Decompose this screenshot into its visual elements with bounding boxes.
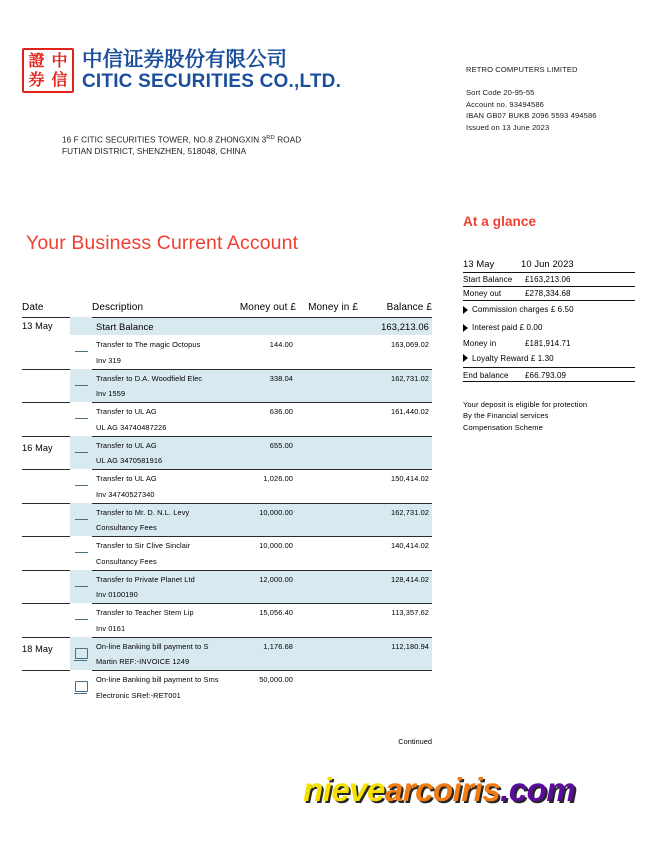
row-description <box>92 469 224 503</box>
row-description <box>92 637 224 671</box>
company-letterhead <box>22 47 342 93</box>
glance-money-in-value: £181,914.71 <box>525 338 571 348</box>
row-description-line-2: UL AG 3470581916 <box>96 456 163 465</box>
row-date: 13 May <box>22 317 70 335</box>
row-date <box>22 536 70 570</box>
iban: IBAN GB07 BUKB 2096 5593 494586 <box>466 111 597 121</box>
transfer-dash-icon <box>75 485 88 486</box>
table-row[interactable] <box>22 603 432 637</box>
row-money-in <box>296 503 358 537</box>
table-row[interactable] <box>22 469 432 503</box>
row-description-line-1: Transfer to UL AG <box>96 474 157 483</box>
glance-money-out-value: £278,334.68 <box>525 288 571 298</box>
glance-date-range <box>463 258 635 273</box>
row-description-line-1: Start Balance <box>96 321 154 332</box>
watermark-part-2: arcoiris <box>384 771 501 808</box>
transfer-dash-icon <box>75 452 88 453</box>
table-row[interactable] <box>22 570 432 604</box>
glance-end-balance-label: End balance <box>463 370 509 380</box>
row-balance: 162,731.02 <box>358 369 432 403</box>
row-description-line-2: UL AG 34740487226 <box>96 422 167 432</box>
row-money-in <box>296 335 358 369</box>
address-line-2: FUTIAN DISTRICT, SHENZHEN, 518048, CHINA <box>62 147 247 157</box>
table-header-row <box>22 302 432 317</box>
row-description <box>92 570 224 604</box>
company-name-english: CITIC SECURITIES CO.,LTD. <box>82 70 342 92</box>
glance-date-from: 13 May <box>463 258 495 269</box>
row-description-line-1: Transfer to Mr. D. N.L. Levy <box>96 507 190 517</box>
triangle-bullet-icon <box>463 324 468 332</box>
row-description-line-2: Consultancy Fees <box>96 556 157 566</box>
column-header-description: Description <box>92 302 144 313</box>
transfer-dash-icon <box>75 586 88 587</box>
table-row[interactable] <box>22 503 432 537</box>
row-description-line-2: Inv 34740527340 <box>96 489 155 499</box>
online-banking-computer-icon <box>75 681 88 692</box>
brand-row <box>22 47 342 93</box>
company-name-chinese: 中信证券股份有限公司 <box>82 47 287 72</box>
row-balance: 162,731.02 <box>358 503 432 537</box>
row-date <box>22 570 70 604</box>
row-description-line-2: Inv 319 <box>96 355 121 365</box>
row-icon-cell <box>70 503 92 537</box>
row-balance: 150,414.02 <box>358 469 432 503</box>
glance-loyalty-reward <box>463 349 635 367</box>
citic-seal-icon <box>22 48 74 93</box>
row-description-line-2: Electronic SRef:-RET001 <box>96 690 181 700</box>
table-row[interactable] <box>22 335 432 369</box>
online-banking-computer-icon <box>75 648 88 659</box>
row-balance: 163,069.02 <box>391 340 429 349</box>
row-description-line-1: Transfer to Teacher Stem Lip <box>96 608 194 617</box>
transfer-dash-icon <box>75 552 88 553</box>
row-money-out: 144.00 <box>269 340 293 349</box>
row-money-out: 1,176.68 <box>224 637 296 671</box>
transfer-dash-icon <box>75 619 88 620</box>
at-a-glance-panel <box>463 214 635 433</box>
row-date <box>22 469 70 503</box>
row-icon-cell <box>70 670 92 704</box>
row-money-in <box>296 603 358 637</box>
glance-end-balance-row <box>463 367 635 382</box>
watermark-part-3: .com <box>500 771 576 808</box>
row-money-out: 10,000.00 <box>224 536 296 570</box>
row-money-out: 636.00 <box>224 402 296 436</box>
continued-footer <box>22 734 432 746</box>
seal-char-4: 信 <box>51 70 68 90</box>
account-details-block <box>466 64 597 133</box>
row-description-line-1: On-line Banking bill payment to Sms <box>96 675 219 684</box>
row-balance <box>358 670 432 704</box>
row-description <box>92 670 224 704</box>
site-watermark <box>303 771 575 809</box>
row-icon-cell <box>70 436 92 470</box>
row-money-out: 10,000.00 <box>224 503 296 537</box>
row-balance: 113,357.62 <box>358 603 432 637</box>
row-icon-cell <box>70 469 92 503</box>
continued-label: Continued <box>398 737 432 746</box>
row-money-out: 655.00 <box>224 436 296 470</box>
row-icon-cell <box>70 317 92 335</box>
row-description <box>92 335 224 369</box>
row-balance <box>358 436 432 470</box>
row-money-in <box>296 469 358 503</box>
seal-char-1: 證 <box>28 50 45 70</box>
row-description-line-1: Transfer to UL AG <box>96 440 157 450</box>
account-number: Account no. 93494586 <box>466 99 545 109</box>
row-icon-cell <box>70 335 92 369</box>
row-description <box>92 402 224 436</box>
row-money-out: 15,056.40 <box>224 603 296 637</box>
column-header-balance: Balance £ <box>386 302 432 313</box>
row-money-out: 338.04 <box>224 369 296 403</box>
watermark-part-1: nieve <box>303 771 385 808</box>
row-description-line-1: On-line Banking bill payment to S <box>96 641 209 651</box>
row-money-in <box>296 402 358 436</box>
row-date <box>22 503 70 537</box>
table-row[interactable] <box>22 436 432 470</box>
glance-start-balance-value: £163,213.06 <box>525 275 571 285</box>
glance-end-balance-value: £66.793.09 <box>525 370 567 380</box>
issue-date: Issued on 13 June 2023 <box>466 122 550 132</box>
table-row[interactable] <box>22 637 432 671</box>
row-date <box>22 670 70 704</box>
glance-interest-text: Interest paid £ 0.00 <box>472 323 543 333</box>
row-icon-cell <box>70 536 92 570</box>
row-money-in <box>296 637 358 671</box>
deposit-protection-note <box>463 399 635 433</box>
row-date: 16 May <box>22 436 70 470</box>
glance-money-out-row <box>463 286 635 301</box>
sort-code: Sort Code 20-95-55 <box>466 88 535 98</box>
row-icon-cell <box>70 369 92 403</box>
transfer-dash-icon <box>75 385 88 386</box>
address-line-1-a: 16 F CITIC SECURITIES TOWER, NO.8 ZHONGXIN 3 <box>62 135 267 145</box>
brand-names <box>82 48 341 92</box>
row-money-in <box>296 436 358 470</box>
column-header-money-in: Money in £ <box>308 302 358 313</box>
triangle-bullet-icon <box>463 306 468 314</box>
row-description <box>92 369 224 403</box>
at-a-glance-title: At a glance <box>463 214 537 229</box>
note-line-3: Compensation Scheme <box>463 422 543 432</box>
row-description-line-2: Inv 1559 <box>96 389 126 398</box>
row-icon-cell <box>70 637 92 671</box>
row-description-line-1: Transfer to D.A. Woodfield Elec <box>96 373 203 383</box>
row-date <box>22 402 70 436</box>
glance-date-to: 10 Jun 2023 <box>521 258 574 269</box>
table-row[interactable] <box>22 670 432 704</box>
address-line-1-b: ROAD <box>274 135 302 145</box>
column-header-date: Date <box>22 302 44 313</box>
row-description <box>92 603 224 637</box>
row-money-in <box>296 570 358 604</box>
row-description-line-2: Inv 0100190 <box>96 590 138 599</box>
row-balance: 112,180.94 <box>358 637 432 671</box>
row-date <box>22 335 70 369</box>
row-money-in <box>296 536 358 570</box>
row-balance: 163,213.06 <box>358 317 432 335</box>
recipient-name: RETRO COMPUTERS LIMITED <box>466 65 578 74</box>
row-balance: 128,414.02 <box>358 570 432 604</box>
glance-loyalty-text: Loyalty Reward £ 1.30 <box>472 353 554 363</box>
row-money-out: 12,000.00 <box>224 570 296 604</box>
row-description-line-1: Transfer to Sir Clive Sinclair <box>96 541 191 550</box>
table-body <box>22 317 432 704</box>
row-description-line-1: Transfer to Private Planet Ltd <box>96 574 195 584</box>
page-title: Your Business Current Account <box>26 232 299 254</box>
table-row[interactable] <box>22 317 432 335</box>
row-money-out: 1,026.00 <box>224 469 296 503</box>
transactions-table <box>22 302 432 704</box>
glance-commission-text: Commission charges £ 6.50 <box>472 305 574 315</box>
row-money-out: 50,000.00 <box>224 670 296 704</box>
triangle-bullet-icon <box>463 354 468 362</box>
transfer-dash-icon <box>75 418 88 419</box>
row-date <box>22 603 70 637</box>
row-description-line-2: Martin REF:-INVOICE 1249 <box>96 657 190 666</box>
row-icon-cell <box>70 570 92 604</box>
row-money-in <box>296 670 358 704</box>
row-date <box>22 369 70 403</box>
glance-interest-paid <box>463 319 635 337</box>
glance-commission-charges <box>463 301 635 319</box>
note-line-1: Your deposit is eligible for protection <box>463 400 588 410</box>
table-row[interactable] <box>22 369 432 403</box>
table-row[interactable] <box>22 536 432 570</box>
row-icon-cell <box>70 603 92 637</box>
row-money-in <box>296 317 358 335</box>
note-line-2: By the Financial services <box>463 411 549 421</box>
glance-start-balance-row <box>463 273 635 286</box>
address-line-1 <box>62 134 301 146</box>
row-description <box>92 503 224 537</box>
row-money-out <box>224 317 296 335</box>
glance-money-in-row <box>463 337 635 350</box>
row-icon-cell <box>70 402 92 436</box>
row-description <box>92 536 224 570</box>
row-description <box>92 317 224 335</box>
glance-money-in-label: Money in <box>463 338 497 348</box>
transfer-dash-icon <box>75 351 88 352</box>
table-row[interactable] <box>22 402 432 436</box>
column-header-money-out: Money out £ <box>239 302 296 313</box>
row-description-line-1: Transfer to UL AG <box>96 407 157 416</box>
address-ordinal-suffix: RD <box>266 135 275 141</box>
company-address <box>62 134 301 158</box>
row-balance: 140,414.02 <box>358 536 432 570</box>
seal-char-2: 中 <box>51 50 68 70</box>
row-balance: 161,440.02 <box>358 402 432 436</box>
transfer-dash-icon <box>75 519 88 520</box>
glance-start-balance-label: Start Balance <box>463 275 513 285</box>
seal-char-3: 券 <box>28 70 45 90</box>
row-date: 18 May <box>22 637 70 671</box>
glance-money-out-label: Money out <box>463 288 502 298</box>
row-description-line-2: Consultancy Fees <box>96 523 157 532</box>
row-description-line-2: Inv 0161 <box>96 623 126 633</box>
row-description-line-1: Transfer to The magic Octopus <box>96 340 201 349</box>
row-description <box>92 436 224 470</box>
row-money-in <box>296 369 358 403</box>
